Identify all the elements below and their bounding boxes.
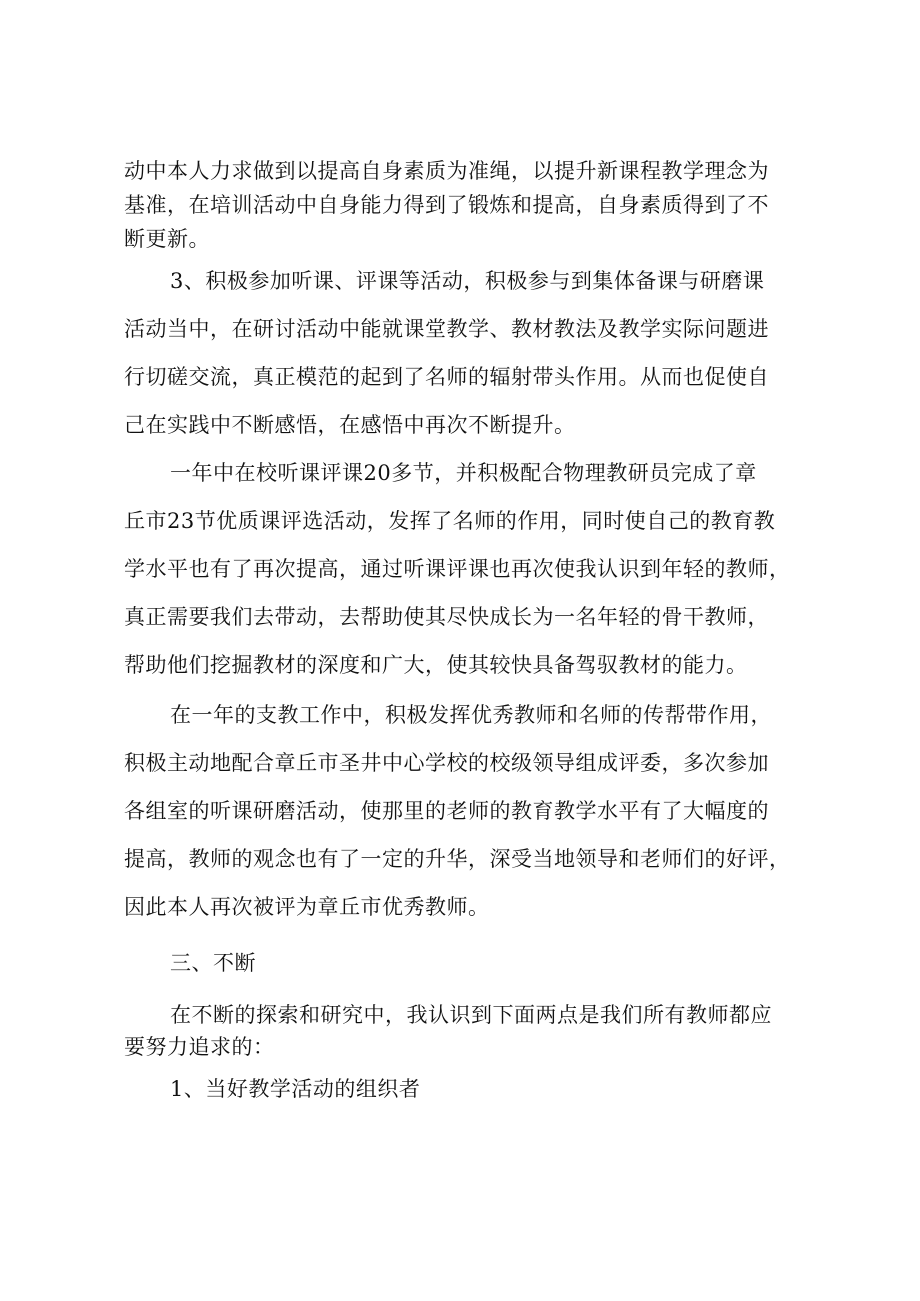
text-line: 己在实践中不断感悟，在感悟中再次不断提升。 (124, 413, 576, 437)
section-heading: 三、不断 (170, 951, 256, 975)
text-line: 帮助他们挖掘教材的深度和广大，使其较快具备驾驭教材的能力。 (124, 653, 748, 677)
text-line: 基准，在培训活动中自身能力得到了锻炼和提高，自身素质得到了不 (124, 193, 769, 217)
text-line: 行切磋交流，真正模范的起到了名师的辐射带头作用。从而也促使自 (124, 365, 769, 389)
text-line: 一年中在校听课评课20多节，并积极配合物理教研员完成了章 (170, 461, 757, 485)
text-line: 在不断的探索和研究中，我认识到下面两点是我们所有教师都应 (170, 1003, 772, 1027)
text-line: 动中本人力求做到以提高自身素质为准绳，以提升新课程教学理念为 (124, 159, 769, 183)
text-line: 活动当中，在研讨活动中能就课堂教学、教材教法及教学实际问题进 (124, 317, 769, 341)
text-line: 各组室的听课研磨活动，使那里的老师的教育教学水平有了大幅度的 (124, 799, 769, 823)
text-line: 在一年的支教工作中，积极发挥优秀教师和名师的传帮带作用， (170, 703, 772, 727)
text-line: 提高，教师的观念也有了一定的升华，深受当地领导和老师们的好评， (124, 847, 791, 871)
text-line: 3、积极参加听课、评课等活动，积极参与到集体备课与研磨课 (170, 269, 765, 293)
text-line: 真正需要我们去带动，去帮助使其尽快成长为一名年轻的骨干教师， (124, 605, 769, 629)
text-line: 因此本人再次被评为章丘市优秀教师。 (124, 895, 490, 919)
text-line: 积极主动地配合章丘市圣井中心学校的校级领导组成评委，多次参加 (124, 751, 769, 775)
text-line: 学水平也有了再次提高，通过听课评课也再次使我认识到年轻的教师， (124, 557, 791, 581)
text-line: 断更新。 (124, 227, 210, 251)
text-line: 丘市23节优质课评选活动，发挥了名师的作用，同时使自己的教育教 (124, 509, 776, 533)
text-line: 要努力追求的： (124, 1035, 275, 1059)
text-line: 1、当好教学活动的组织者 (170, 1077, 421, 1101)
